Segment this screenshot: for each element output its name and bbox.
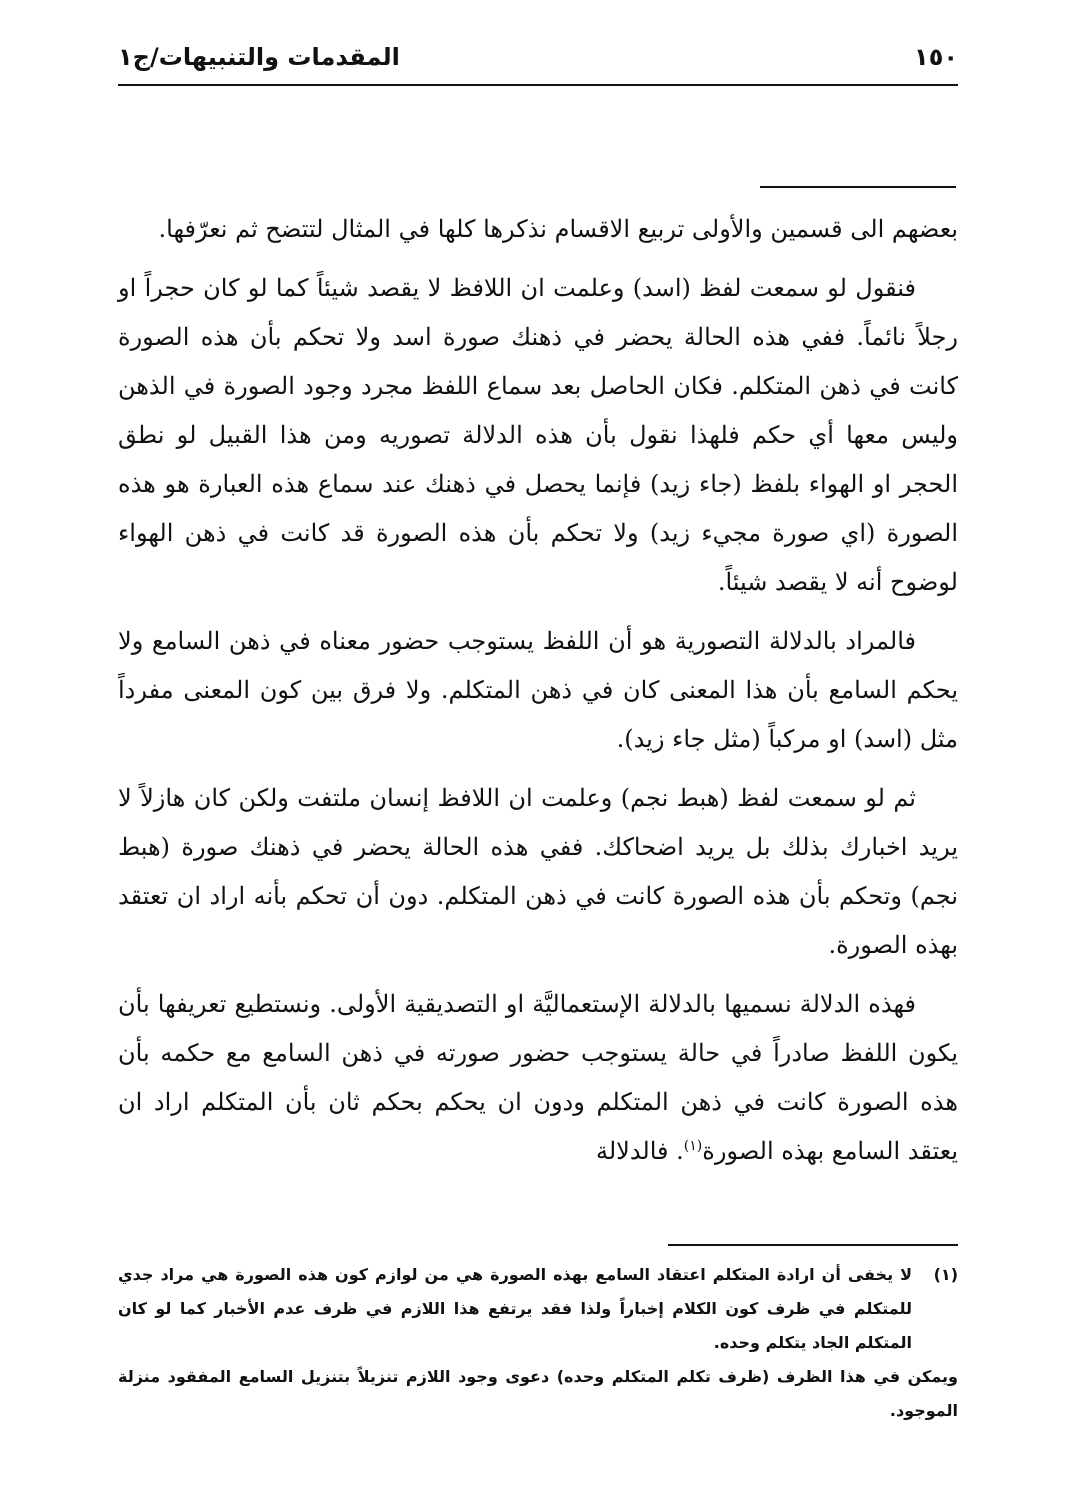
footnote-reference: (١) <box>683 1138 703 1154</box>
footnote-separator <box>668 1244 958 1246</box>
paragraph-continued: بعضهم الى قسمين والأولى تربيع الاقسام نذكرها كلها في المثال لتتضح ثم نعرّفها. <box>158 215 958 243</box>
footnote-body <box>118 1258 912 1360</box>
paragraph-assad-example: فنقول لو سمعت لفظ (اسد) وعلمت ان اللافظ لا يقصد شيئاً كما لو كان حجراً او رجلاً نائماً. ففي هذه الحالة يحضر في ذهنك صورة اسد ولا تحكم بأن هذه الصورة كانت في ذهن المتكلم. فكان الحاصل بعد سماع اللفظ مجرد وجود الصورة في الذهن وليس معها أي حكم فلهذا نقول بأن هذه الدلالة تصوريه ومن هذا القبيل لو نطق الحجر او الهواء بلفظ (جاء زيد) فإنما يحصل في ذهنك عند سماع هذه العبارة هو هذه الصورة (اي صورة مجيء زيد) ولا تحكم بأن هذه الصورة قد كانت في ذهن الهواء لوضوح أنه لا يقصد شيئاً. <box>118 274 958 596</box>
footnote-item <box>118 1258 958 1360</box>
footnote-number: (١) <box>933 1265 958 1284</box>
paragraph-conceptual-definition: فالمراد بالدلالة التصورية هو أن اللفظ يستوجب حضور معناه في ذهن السامع ولا يحكم السامع بأن هذا المعنى كان في ذهن المتكلم. ولا فرق بين كون المعنى مفرداً مثل (اسد) او مركباً (مثل جاء زيد). <box>118 627 958 753</box>
page-number: ١٥٠ <box>914 43 958 71</box>
paragraph-usage-tail: . فالدلالة <box>595 1137 684 1165</box>
paragraph-usage-definition <box>118 980 958 1176</box>
running-header <box>118 40 958 86</box>
main-text <box>118 205 958 1186</box>
footnotes <box>118 1258 958 1428</box>
footnote-paragraph: لا يخفى أن ارادة المتكلم اعتقاد السامع بهذه الصورة هي من لوازم كون هذه الصورة هي مراد جدي للمتكلم في ظرف كون الكلام إخباراً ولذا فقد يرتفع هذا اللازم في ظرف عدم الأخبار كما لو كان المتكلم الجاد يتكلم وحده. <box>118 1265 912 1352</box>
paragraph-star-example: ثم لو سمعت لفظ (هبط نجم) وعلمت ان اللافظ إنسان ملتفت ولكن كان هازلاً لا يريد اخبارك بذلك بل يريد اضحاكك. ففي هذه الحالة يحضر في ذهنك صورة (هبط نجم) وتحكم بأن هذه الصورة كانت في ذهن المتكلم. دون أن تحكم بأنه اراد ان تعتقد بهذه الصورة. <box>118 784 958 959</box>
paragraph-usage-text: فهذه الدلالة نسميها بالدلالة الإستعماليَّة او التصديقية الأولى. ونستطيع تعريفها بأن يكون اللفظ صادراً في حالة يستوجب حضور صورته في ذهن السامع مع حكمه بأن هذه الصورة كانت في ذهن المتكلم ودون ان يحكم بحكم ثان بأن المتكلم اراد ان يعتقد السامع بهذه الصورة <box>118 990 958 1165</box>
continuation-rule <box>760 186 956 188</box>
footnote-continuation <box>118 1360 958 1428</box>
running-title: المقدمات والتنبيهات/ج١ <box>118 43 400 71</box>
footnote-paragraph: ويمكن في هذا الظرف (ظرف تكلم المتكلم وحده) دعوى وجود اللازم تنزيلاً بتنزيل السامع المفقود منزلة الموجود. <box>118 1367 958 1420</box>
